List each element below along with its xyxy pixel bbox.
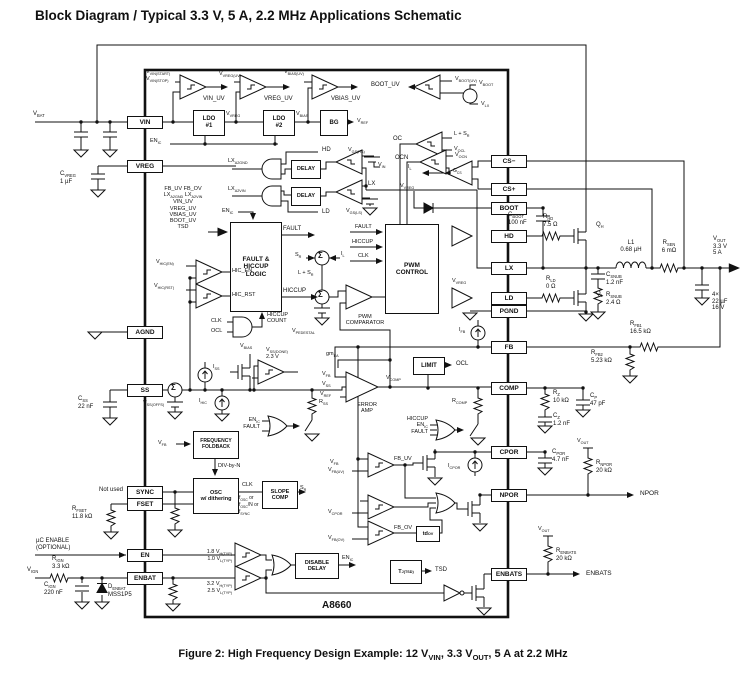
label-denbat: $D_{ENBAT}$ MSS1P5 bbox=[108, 584, 132, 598]
label-ifb: $I_{FB}$ bbox=[459, 327, 466, 335]
label-lxa2gnd: $LX_{A2GND}$ bbox=[228, 158, 248, 166]
label-vlx: $V_{LX}$ bbox=[481, 101, 490, 109]
label-rign: $R_{IGN}$ 3.3 kΩ bbox=[52, 556, 70, 570]
label-en-thresh: 1.8 $V_{H(TYP)}$ 1.0 $V_{L(TYP)}$ bbox=[206, 549, 232, 564]
pin-pgnd: PGND bbox=[491, 305, 527, 318]
pin-ss: SS bbox=[127, 384, 163, 397]
label-vbias-fet: $V_{BIAS}$ bbox=[240, 343, 253, 351]
pin-npor: NPOR bbox=[491, 489, 527, 502]
label-cpor-ext: $C_{POR}$ 4.7 nF bbox=[552, 449, 570, 463]
label-vcpor: $V_{CPOR}$ bbox=[328, 509, 343, 517]
label-sr-sig: $S_R$ bbox=[295, 252, 302, 260]
pin-fset: FSET bbox=[127, 498, 163, 511]
page-title: Block Diagram / Typical 3.3 V, 5 A, 2.2 MHz Applications Schematic bbox=[35, 8, 462, 23]
pin-ld: LD bbox=[491, 292, 527, 305]
label-cign: $C_{IGN}$ 220 nF bbox=[44, 582, 63, 596]
pin-comp: COMP bbox=[491, 382, 527, 395]
label-bootuv-th: $V_{BOOT(UV)}$ bbox=[455, 76, 477, 84]
label-cp: $C_P$ 47 pF bbox=[590, 393, 606, 407]
label-vhicrst: $V_{HIC(RST)}$ bbox=[154, 283, 175, 291]
label-rfb1: $R_{FB1}$ 16.5 kΩ bbox=[630, 321, 651, 335]
label-rss: $R_{SS}$ bbox=[319, 399, 328, 407]
label-rhd: $R_{HD}$ 7.5 Ω bbox=[543, 214, 558, 228]
label-vbiasuv: VBIAS_UV bbox=[331, 96, 361, 102]
pin-hd: HD bbox=[491, 230, 527, 243]
pin-sync: SYNC bbox=[127, 486, 163, 499]
label-or-ss-in: $EN_{IC}$ FAULT bbox=[243, 417, 260, 431]
block-limit: LIMIT bbox=[413, 357, 445, 375]
label-sigma-2: Σ bbox=[318, 290, 323, 299]
label-fosc: $f_{OSC}$ or $f_{OSC}/N$ or $f_{SYNC}$ bbox=[239, 495, 259, 516]
label-sr-out: $S_R$ bbox=[300, 485, 307, 493]
block-td-ov: td OV bbox=[416, 526, 440, 542]
label-rfset: $R_{FSET}$ 11.8 kΩ bbox=[72, 506, 93, 520]
label-vvreg-ld: $V_{VREG}$ bbox=[452, 278, 467, 286]
block-osc: OSC w/ dithering bbox=[193, 478, 239, 514]
label-cboot: $C_{BOOT}$ 100 nF bbox=[508, 212, 527, 226]
schematic-symbols bbox=[48, 75, 740, 615]
label-not-used: Not used bbox=[99, 487, 124, 493]
label-hicen: HIC_EN bbox=[232, 268, 253, 274]
label-vref-ea: $V_{REF}$ bbox=[320, 391, 332, 399]
label-vgshs: $V_{GS(HS)}$ bbox=[348, 147, 365, 155]
label-rcomp: $R_{COMP}$ bbox=[452, 398, 468, 406]
label-vvreg-diode: $V_{VREG}$ bbox=[400, 183, 415, 191]
label-vhicen: $V_{HIC(EN)}$ bbox=[156, 259, 174, 267]
label-vgsls: $V_{GS(LS)}$ bbox=[346, 208, 363, 216]
label-vss-ea: $V_{SS}$ bbox=[322, 381, 331, 389]
label-vinuv: VIN_UV bbox=[203, 96, 225, 102]
block-ldo1: LDO #1 bbox=[193, 110, 225, 136]
label-vbias-ldo: $V_{BIAS}$ bbox=[296, 111, 309, 119]
label-vreguv: VREG_UV bbox=[264, 96, 293, 102]
label-tsd: TSD bbox=[435, 567, 447, 573]
label-uc-enable: µC ENABLE (OPTIONAL) bbox=[36, 538, 71, 551]
block-pwm-control: PWM CONTROL bbox=[385, 224, 439, 314]
label-rsen: $R_{SEN}$ 6 mΩ bbox=[661, 240, 677, 254]
label-hicrst: HIC_RST bbox=[232, 292, 256, 298]
label-ihic: $I_{HIC}$ bbox=[199, 398, 207, 406]
label-vssdone: $V_{SS(DONE)}$ 2.3 V bbox=[266, 347, 288, 361]
label-ocl-out: OCL bbox=[456, 361, 469, 367]
label-vin-batt: $V_{IN}$ bbox=[378, 162, 386, 170]
label-rld: $R_{LD}$ 0 Ω bbox=[546, 276, 556, 290]
label-hiccup-out: HICCUP bbox=[283, 288, 307, 294]
label-bootuv: BOOT_UV bbox=[371, 82, 400, 88]
block-fault-hiccup-logic: FAULT & HICCUP LOGIC bbox=[230, 222, 282, 312]
label-pwm-comparator: PWM COMPARATOR bbox=[345, 314, 385, 327]
block-ldo2: LDO #2 bbox=[263, 110, 295, 136]
label-vfb-np: $V_{FB}$ bbox=[330, 459, 339, 467]
label-vbiasuv-th: $V_{BIAS(UV)}$ bbox=[284, 69, 304, 77]
label-vssoffs: $V_{SS(OFFS)}$ bbox=[143, 400, 165, 408]
label-oc: OC bbox=[393, 136, 402, 142]
label-iss: $I_{SS}$ bbox=[213, 364, 220, 372]
label-rz: $R_Z$ 10 kΩ bbox=[553, 390, 569, 404]
block-bg: BG bbox=[320, 110, 348, 136]
label-oc-in1: $L + S_R$ bbox=[454, 131, 470, 139]
label-clk-and: CLK bbox=[211, 318, 222, 324]
pin-en: EN bbox=[127, 549, 163, 562]
label-cvreg: $C_{VREG}$ 1 µF bbox=[60, 171, 76, 185]
label-fault-out: FAULT bbox=[283, 226, 302, 232]
label-vfb-ff: $V_{FB}$ bbox=[158, 440, 167, 448]
block-delay1: DELAY bbox=[291, 160, 321, 179]
block-slope-comp: SLOPE COMP bbox=[262, 481, 298, 509]
label-vign: $V_{IGN}$ bbox=[27, 567, 39, 575]
label-fbov: FB_OV bbox=[394, 525, 413, 531]
label-il-sense: $I_L$ bbox=[408, 164, 412, 172]
pin-agnd: AGND bbox=[127, 326, 163, 339]
label-sigma-ss: Σ bbox=[171, 383, 176, 392]
label-css: $C_{SS}$ 22 nF bbox=[78, 396, 94, 410]
block-freq-foldback: FREQUENCY FOLDBACK bbox=[193, 431, 239, 459]
label-csnub: $C_{SNUB}$ 1.2 nF bbox=[606, 272, 624, 286]
pin-enbats: ENBATS bbox=[491, 568, 527, 581]
label-enbat-thresh: 3.2 $V_{H(TYP)}$ 2.5 $V_{L(TYP)}$ bbox=[206, 581, 232, 596]
label-l-plus-sr: $L + S_R$ bbox=[298, 270, 314, 278]
label-clk-osc: CLK bbox=[242, 482, 253, 488]
pin-enbat: ENBAT bbox=[127, 572, 163, 585]
label-vin-thresh: $V_{VIN(START)}$ $V_{VIN(STOP)}$ bbox=[146, 69, 171, 84]
pin-cs+: CS+ bbox=[491, 183, 527, 196]
label-ocn-in: $V_{OCN}$ bbox=[455, 152, 467, 160]
label-cout: 4× 22 µF 16 V bbox=[712, 292, 728, 312]
label-vreguv-th: $V_{VREG(UV)}$ bbox=[219, 71, 241, 79]
label-or-comp-in: HICCUP $EN_{IC}$ FAULT bbox=[406, 416, 428, 436]
label-vbat: $V_{BAT}$ bbox=[33, 111, 45, 119]
label-vfbuv: $V_{FB(UV)}$ bbox=[328, 467, 345, 475]
label-clk-pwm: CLK bbox=[358, 253, 369, 259]
label-vcomp: $V_{COMP}$ bbox=[386, 375, 401, 383]
label-div-by-n: DIV-by-N bbox=[218, 463, 241, 469]
label-ld-sig: LD bbox=[322, 209, 330, 215]
label-fault-pwm: FAULT bbox=[355, 224, 372, 230]
label-rfb2: $R_{FB2}$ 5.23 kΩ bbox=[591, 350, 612, 364]
block-delay2: DELAY bbox=[291, 187, 321, 206]
label-vout-main: $V_{OUT}$ 3.3 V 5 A bbox=[713, 236, 728, 257]
label-enbats-out: ENBATS bbox=[586, 570, 612, 577]
label-ocn: OCN bbox=[395, 155, 409, 161]
label-ql: $Q_L$ bbox=[596, 291, 603, 299]
pin-boot: BOOT bbox=[491, 202, 527, 215]
label-hiccup-pwm: HICCUP bbox=[352, 239, 374, 245]
label-rsnub: $R_{SNUB}$ 2.4 Ω bbox=[606, 292, 622, 306]
label-vboot: $V_{BOOT}$ bbox=[479, 80, 494, 88]
label-enic-dd: $EN_{IC}$ bbox=[342, 555, 354, 563]
label-enic-ldo: $EN_{IC}$ bbox=[150, 138, 162, 146]
label-vfb-ea: $V_{FB}$ bbox=[322, 371, 331, 379]
label-vout-enbats: $V_{OUT}$ bbox=[538, 526, 550, 534]
pin-lx: LX bbox=[491, 262, 527, 275]
label-vref-bg: $V_{REF}$ bbox=[357, 118, 369, 126]
label-vpedestal: $V_{PEDESTAL}$ bbox=[292, 328, 315, 336]
label-part-number: A8660 bbox=[322, 600, 352, 611]
label-il-sig: $I_L$ bbox=[341, 251, 345, 259]
label-gmea: $gm_{EA}$ bbox=[326, 351, 339, 359]
label-ocl-and: OCL bbox=[211, 328, 223, 334]
figure-caption: Figure 2: High Frequency Design Example: 12 $V_{VIN}$, 3.3 $V_{OUT}$, 5 A at 2.2 MHz bbox=[178, 648, 568, 663]
label-vout-npor: $V_{OUT}$ bbox=[577, 438, 589, 446]
label-qh: $Q_H$ bbox=[596, 222, 604, 230]
label-error-amp: ERROR AMP bbox=[357, 402, 377, 415]
label-enic-top: $EN_{IC}$ bbox=[222, 208, 234, 216]
pin-vin: VIN bbox=[127, 116, 163, 129]
label-l1: L1 0.68 µH bbox=[620, 240, 642, 253]
label-lxa2vin: $LX_{A2VIN}$ bbox=[228, 186, 246, 194]
label-renbats: $R_{ENBATS}$ 20 kΩ bbox=[556, 548, 577, 562]
block-tj-tsd: T J(TSD) bbox=[390, 560, 422, 584]
label-vvreg-ldo: $V_{VREG}$ bbox=[226, 111, 241, 119]
label-fault-list: FB_UV FB_OV $LX_{A2GND}$ $LX_{A2VIN}$ VIN_UV VREG_UV VBIAS_UV BOOT_UV TSD bbox=[163, 186, 203, 231]
label-oc-in2: $V_{OCL}$ bbox=[454, 146, 466, 154]
label-fbuv: FB_UV bbox=[394, 456, 412, 462]
label-lx-int: LX bbox=[368, 181, 376, 187]
pin-cs−: CS− bbox=[491, 155, 527, 168]
label-sigma-1: Σ bbox=[318, 251, 323, 260]
label-vfbov: $V_{FB(OV)}$ bbox=[328, 535, 345, 543]
pin-fb: FB bbox=[491, 341, 527, 354]
pin-vreg: VREG bbox=[127, 160, 163, 173]
label-rnpor: $R_{NPOR}$ 20 kΩ bbox=[596, 460, 613, 474]
label-npor-out: NPOR bbox=[640, 490, 659, 497]
label-icpor: $I_{CPOR}$ bbox=[448, 463, 461, 471]
pin-cpor: CPOR bbox=[491, 446, 527, 459]
block-disable-delay: DISABLE DELAY bbox=[295, 553, 339, 579]
label-gcs: $G_{CS}$ bbox=[453, 168, 462, 175]
label-cz: $C_Z$ 1.2 nF bbox=[553, 413, 571, 427]
label-hiccup-count: HICCUP COUNT bbox=[267, 312, 289, 325]
label-hd-sig: HD bbox=[322, 147, 331, 153]
